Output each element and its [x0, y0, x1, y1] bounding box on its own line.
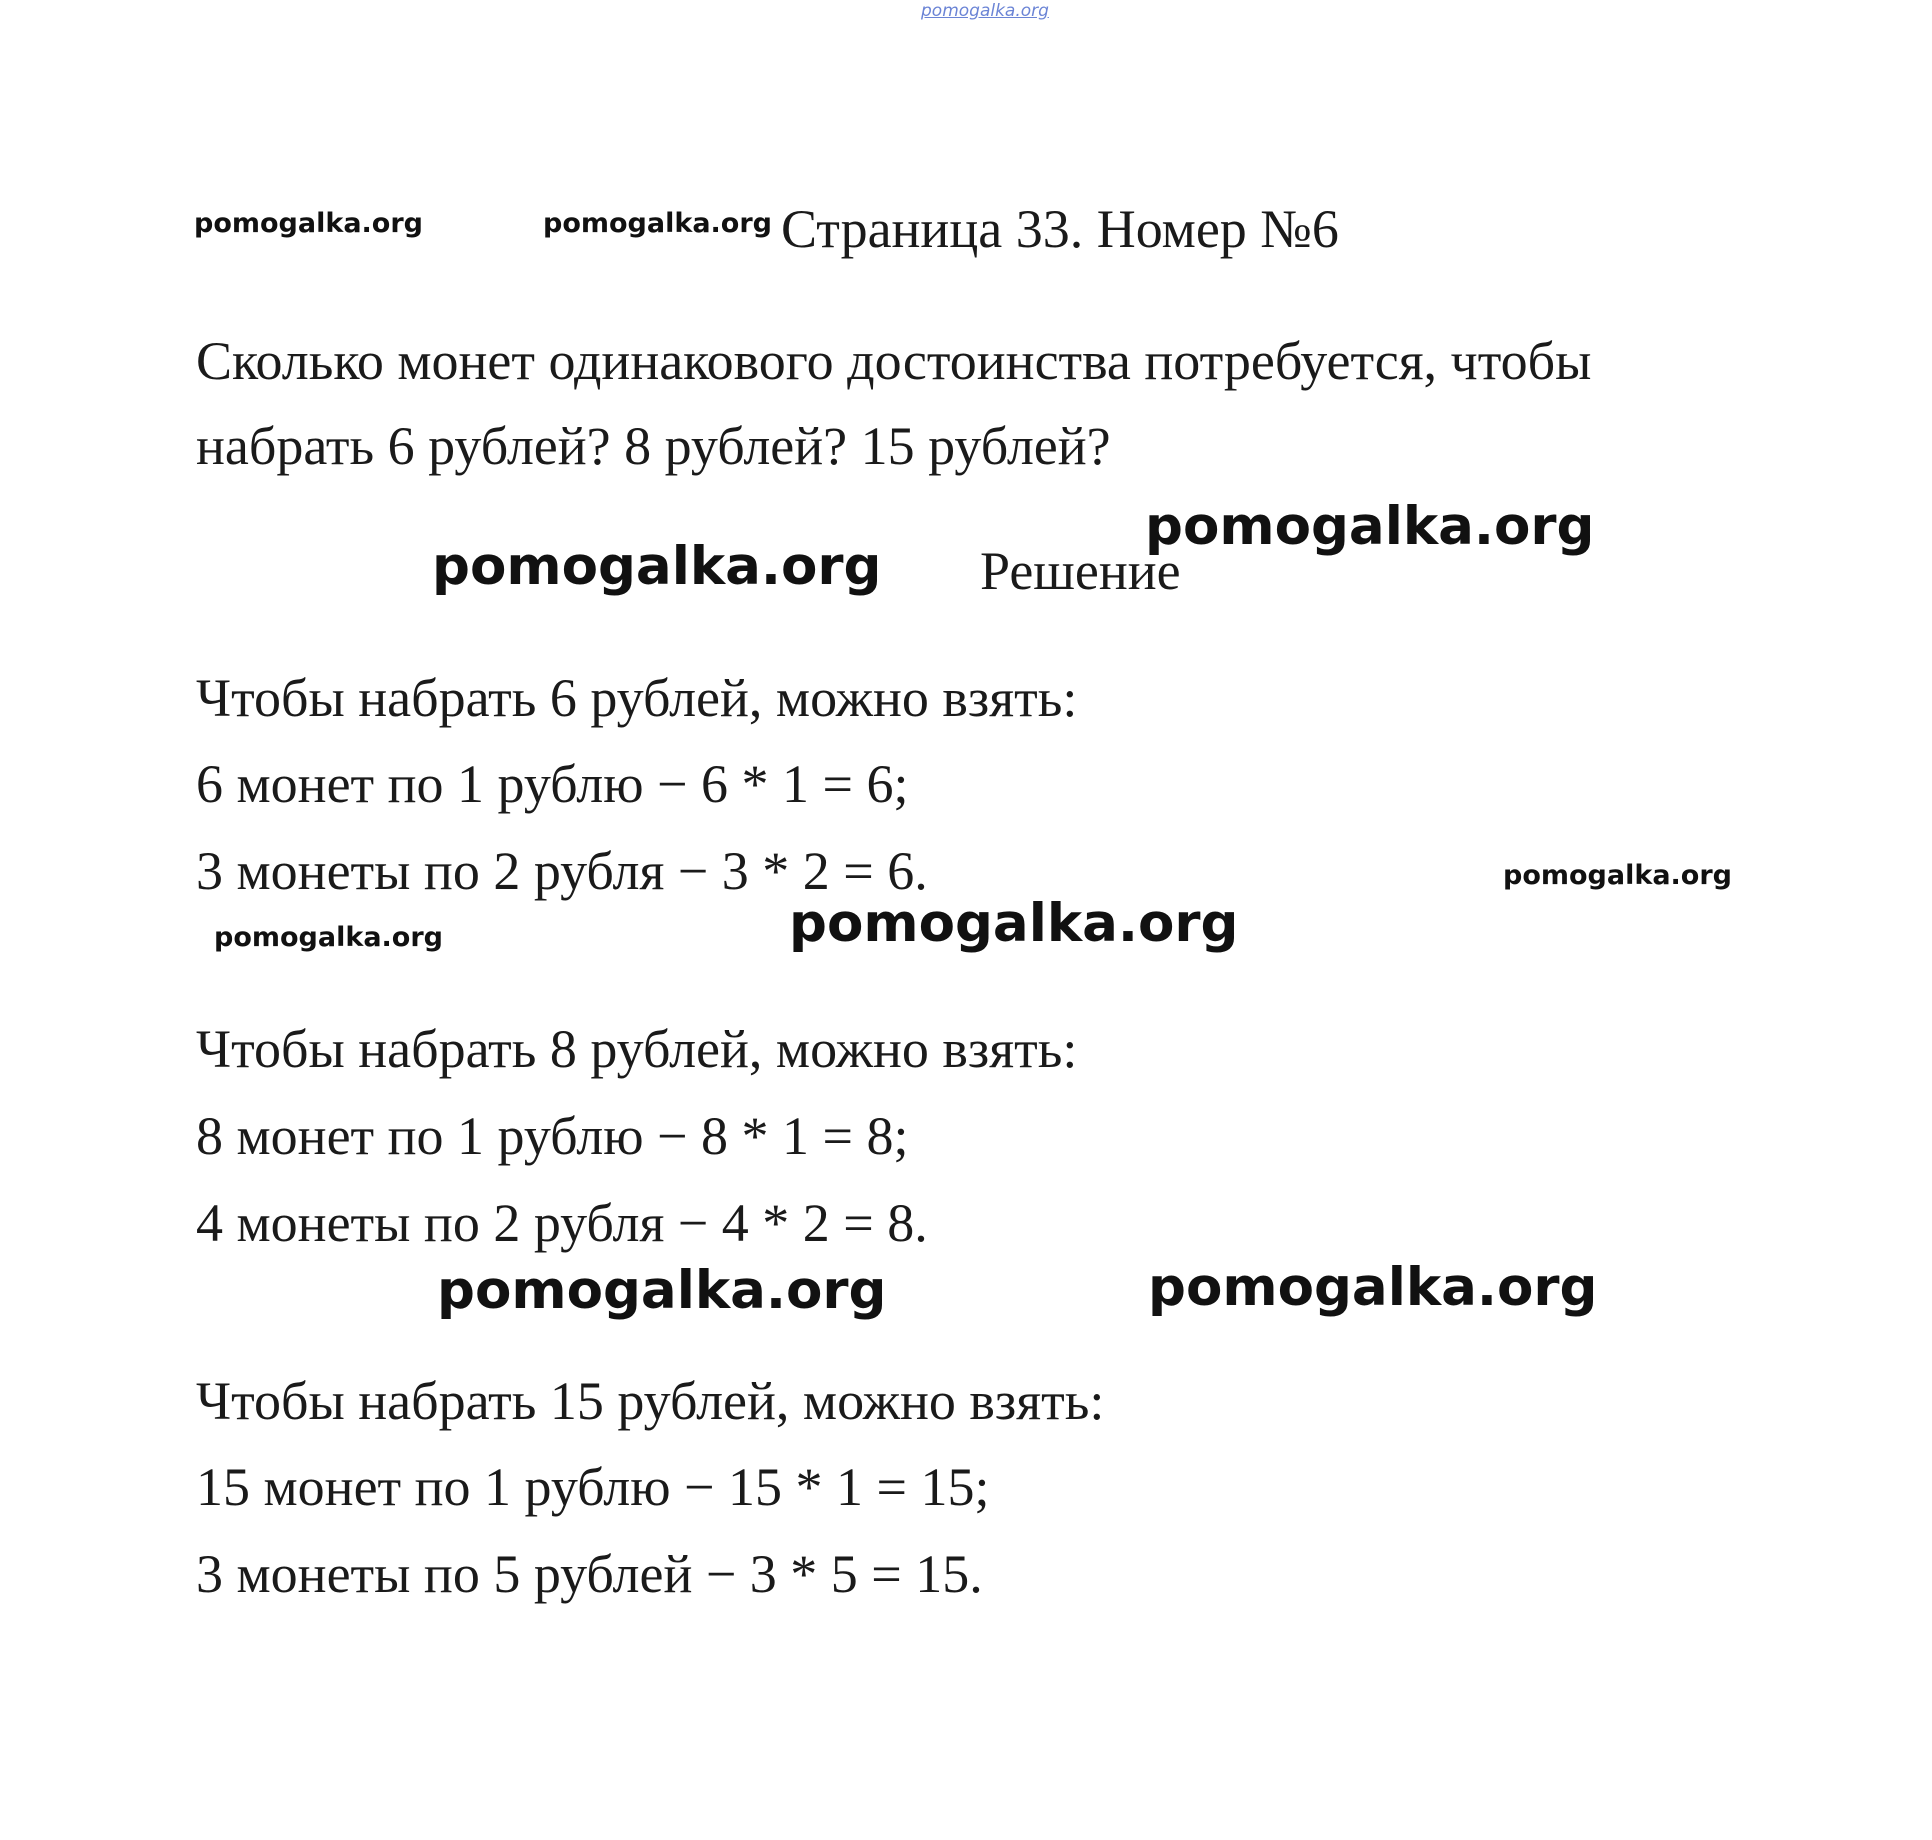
watermark: pomogalka.org: [1148, 1257, 1598, 1318]
section-1-line-2: 3 монеты по 2 рубля − 3 * 2 = 6.: [196, 841, 928, 901]
page-title: Страница 33. Номер №6: [781, 199, 1339, 259]
section-1-intro: Чтобы набрать 6 рублей, можно взять:: [196, 668, 1078, 728]
section-2-line-1: 8 монет по 1 рублю − 8 * 1 = 8;: [196, 1106, 909, 1166]
watermark: pomogalka.org: [214, 922, 443, 953]
watermark: pomogalka.org: [437, 1260, 887, 1321]
question-line-1: Сколько монет одинакового достоинства потребуется, чтобы: [196, 331, 1592, 391]
section-3-line-2: 3 монеты по 5 рублей − 3 * 5 = 15.: [196, 1544, 983, 1604]
section-3-intro: Чтобы набрать 15 рублей, можно взять:: [196, 1371, 1105, 1431]
solution-heading: Решение: [980, 541, 1181, 601]
section-3-line-1: 15 монет по 1 рублю − 15 * 1 = 15;: [196, 1457, 990, 1517]
watermark: pomogalka.org: [1145, 496, 1595, 557]
question-line-2: набрать 6 рублей? 8 рублей? 15 рублей?: [196, 416, 1111, 476]
watermark: pomogalka.org: [194, 208, 423, 239]
section-1-line-1: 6 монет по 1 рублю − 6 * 1 = 6;: [196, 754, 909, 814]
watermark: pomogalka.org: [789, 893, 1239, 954]
section-2-line-2: 4 монеты по 2 рубля − 4 * 2 = 8.: [196, 1193, 928, 1253]
watermark: pomogalka.org: [543, 208, 772, 239]
watermark-top: pomogalka.org: [921, 1, 1049, 21]
watermark: pomogalka.org: [1503, 860, 1732, 891]
watermark: pomogalka.org: [432, 536, 882, 597]
section-2-intro: Чтобы набрать 8 рублей, можно взять:: [196, 1019, 1078, 1079]
